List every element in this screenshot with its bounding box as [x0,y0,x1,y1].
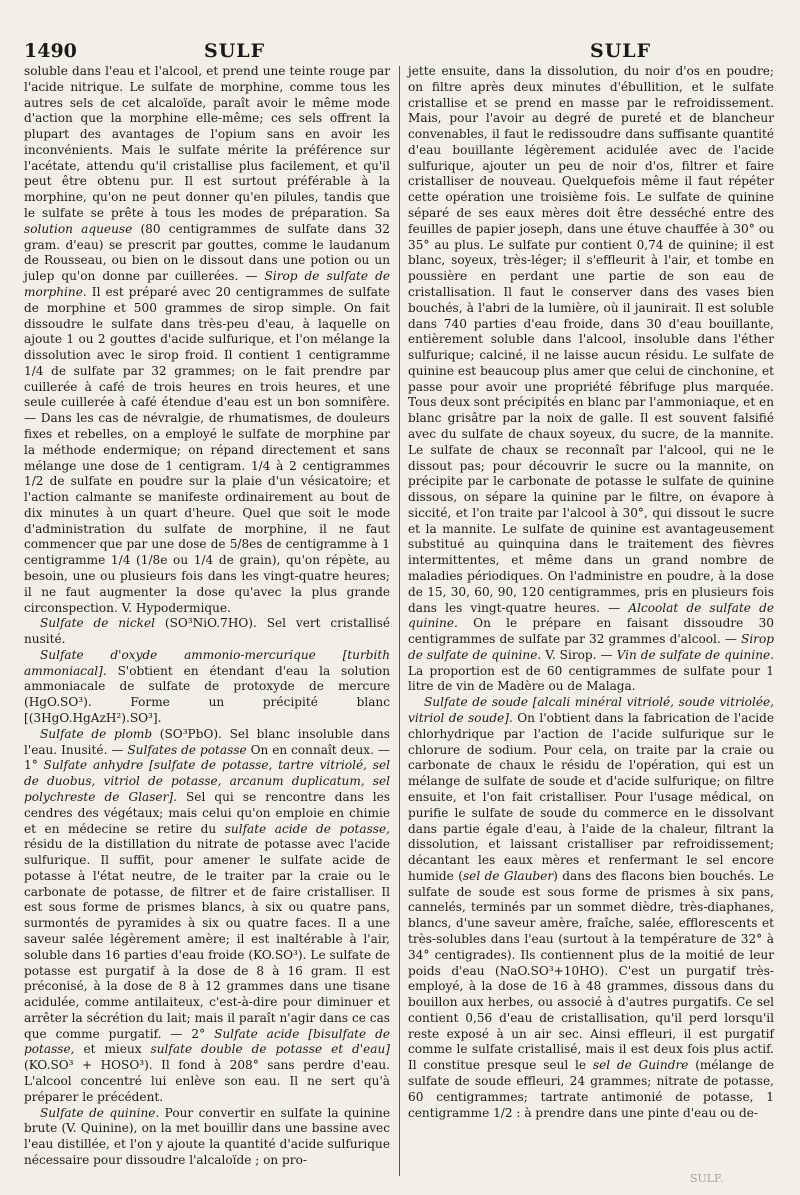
paragraph [408,64,774,695]
page-header [24,40,778,66]
text-run: (SO³PbO). Sel blanc insoluble dans l'eau. Inusité. — [24,726,390,757]
text-run: On en connaît deux. — 1° [24,742,390,773]
paragraph [24,616,390,648]
paragraph [24,1106,390,1169]
text-run: Sel qui se rencontre dans les cendres des végétaux; mais celui qu'on emploie en chimie et en médecine se retire du [24,789,390,836]
italic-term: Sulfate de soude [alcali minéral vitriolé, soude vitriolée, vitriol de soude]. [408,695,774,726]
text-run: et mieux [74,1042,151,1057]
page-number: 1490 [24,40,77,62]
paragraph [24,648,390,727]
italic-term: Sulfates de potasse [127,742,247,757]
italic-term: Sulfate de nickel [40,616,156,631]
italic-term: Vin de sulfate de quinine. [616,647,774,662]
text-run: (mélange de sulfate de soude effleuri, 24 grammes; nitrate de potasse, 60 centigrammes; tartrate antimonié de potasse, 1 centigramme 1/2 : à prendre dans une pinte d'eau ou de- [408,1058,774,1120]
text-run: Pour convertir en sulfate la quinine brute (V. Quinine), on la met bouillir dans une bassine avec l'eau distillée, et l'on y ajoute la quantité d'acide sulfurique nécessaire pour dissoudre l'alcaloïde ; on pro- [24,1105,391,1167]
text-run: Il est préparé avec 20 centigrammes de sulfate de morphine et 500 grammes de sirop simple. On fait dissoudre le sulfate dans très-peu d'eau, à laquelle on ajoute 1 ou 2 gouttes d'acide sulfurique, et l'on mélange la dissolution avec le sirop froid. Il contient 1 centigramme 1/4 de sulfate par 32 grammes; on le fait prendre par cuillerée à café de trois heures en trois heures, et une seule cuillerée à café étendue d'eau est un bon somnifère. — Dans les cas de névralgie, de rhumatismes, de douleurs fixes et rebelles, on a employé le sulfate de morphine par la méthode endermique; on répand directement et sans mélange une dose de 1 centigram. 1/4 à 2 centigrammes 1/2 de sulfate en poudre sur la plaie d'un vésicatoire; et l'action calmante se manifeste ordinairement au bout de dix minutes à un quart d'heure. Quel que soit le mode d'administration du sulfate de morphine, il ne faut commencer que par une dose de 5/8es de centigramme à 1 centigramme 1/4 (1/8e ou 1/4 de grain), qu'on répète, au besoin, une ou plusieurs fois dans les vingt-quatre heures; il ne faut augmenter la dose qu'avec la plus grande circonspection. V. Hypodermique. [24,284,390,615]
italic-term: Sulfate anhydre [sulfate de potasse, tartre vitriolé, sel de duobus, vitriol de potasse, arcanum duplicatum, sel polychreste de Glaser]. [24,758,390,804]
italic-term: sulfate double de potasse et d'eau] [150,1042,391,1057]
text-run: (80 centigrammes de sulfate dans 32 gram. d'eau) se prescrit par gouttes, comme le laudanum de Rousseau, ou bien on le dissout dans une potion ou un julep qu'on donne par cuillerées. — [24,221,391,284]
italic-term: Alcoolat de sulfate de quinine. [408,600,774,631]
italic-term: Sirop de sulfate de quinine. [408,632,774,662]
italic-term: Sulfate de quinine. [40,1105,160,1120]
text-run: V. Sirop. — [541,647,617,662]
running-head-right: SULF [590,40,652,62]
paragraph [24,64,390,616]
text-run: La proportion est de 60 centigrammes de sulfate pour 1 litre de vin de Madère ou de Malaga. [408,663,774,694]
italic-term: Sulfate acide [bisulfate de potasse, [24,1026,390,1057]
paragraph [24,727,390,1106]
text-run: jette ensuite, dans la dissolution, du noir d'os en poudre; on filtre après deux minutes d'ébullition, et le sulfate cristallise et se prend en masse par le refroidissement. Mais, pour l'avoir au degré de pureté et de blancheur convenables, il faut le redissoudre dans suffisante quantité d'eau bouillante légèrement acidulée avec de l'acide sulfurique, ajouter un peu de noir d'os, filtrer et faire cristalliser de nouveau. Quelquefois même il faut répéter cette opération une troisième fois. Le sulfate de quinine séparé de ses eaux mères doit être desséché entre des feuilles de papier joseph, dans une étuve chauffée à 30° ou 35° au plus. Le sulfate pur contient 0,74 de quinine; il est blanc, soyeux, très-léger; il s'effleurit à l'air, et tombe en poussière en perdant une partie de son eau de cristallisation. Il faut le conserver dans des vases bien bouchés, à l'abri de la lumière, où il jaunirait. Il est soluble dans 740 parties d'eau froide, dans 30 d'eau bouillante, entièrement soluble dans l'alcool, insoluble dans l'éther sulfurique; calciné, il ne laisse aucun résidu. Le sulfate de quinine est beaucoup plus amer que celui de cinchonine, et passe pour avoir une propriété fébrifuge plus marquée. Tous deux sont précipités en blanc par l'ammoniaque, et en blanc grisâtre par la noix de galle. Il est souvent falsifié avec du sulfate de chaux soyeux, du sucre, de la mannite. Le sulfate de chaux se reconnaît par l'alcool, qui ne le dissout pas; pour découvrir le sucre ou la mannite, on précipite par le carbonate de potasse le sulfate de quinine dissous, on sépare la quinine par le filtre, on évapore à siccité, et l'on traite par l'alcool à 30°, qui dissout le sucre et la mannite. Le sulfate de quinine est avantageusement substitué au quinquina dans le traitement des fièvres intermittentes, et même dans un grand nombre de maladies périodiques. On l'administre en poudre, à la dose de 15, 30, 60, 90, 120 centigrammes, pris en plusieurs fois dans les vingt-quatre heures. — [408,64,774,615]
left-column [24,64,390,1169]
column-divider [399,66,400,1176]
italic-term: sel de Glauber [462,868,554,883]
text-run: S'obtient en étendant d'eau la solution ammoniacale de sulfate de protoxyde de mercure (HgO.SO³). Forme un précipité blanc [(3HgO.HgAzH²).SO³]. [24,663,390,726]
text-run: On l'obtient dans la fabrication de l'acide chlorhydrique par l'action de l'acide sulfurique sur le chlorure de sodium. Pour cela, on traite par la craie ou carbonate de chaux le résidu de l'opération, qui est un mélange de sulfate de soude et d'acide sulfurique; on filtre ensuite, et l'on fait cristalliser. Pour l'usage médical, on purifie le sulfate de soude du commerce en le dissolvant dans partie égale d'eau, à l'aide de la chaleur, filtrant la dissolution, et laissant cristalliser par refroidissement; décantant les eaux mères et renfermant le sel encore humide ( [408,711,774,883]
italic-term: Sulfate d'oxyde ammonio-mercurique [turbith ammoniacal]. [24,647,390,678]
italic-term: sulfate acide de potasse, [224,821,390,836]
text-run: On le prépare en faisant dissoudre 30 centigrammes de sulfate par 32 grammes d'alcool. — [408,616,774,647]
text-run: (SO³NiO.7HO). Sel vert cristallisé nusité. [24,616,391,647]
running-head-left: SULF [204,40,266,62]
italic-term: solution aqueuse [24,221,133,236]
italic-term: Sirop de sulfate de morphine. [24,269,390,299]
paragraph [408,695,774,1121]
footer-mark: SULF. [690,1172,724,1185]
italic-term: sel de Guindre [592,1058,689,1073]
right-column [408,64,774,1121]
text-run: soluble dans l'eau et l'alcool, et prend une teinte rouge par l'acide nitrique. Le sulfate de morphine, comme tous les autres sels de cet alcaloïde, paraît avoir le même mode d'action que la morphine elle-même; ces sels offrent la plupart des avantages de l'opium sans en avoir les inconvénients. Mais le sulfate mérite la préférence sur l'acétate, attendu qu'il cristallise plus facilement, et qu'il peut être obtenu pur. Il est surtout préférable à la morphine, qu'on ne peut donner qu'en pilules, tandis que le sulfate se prête à tous les modes de préparation. Sa [24,64,390,221]
text-run: (KO.SO³ + HOSO³). Il fond à 208° sans perdre d'eau. L'alcool concentré lui enlève son eau. Il ne sert qu'à préparer le précédent. [24,1058,390,1104]
text-run: ) dans des flacons bien bouchés. Le sulfate de soude est sous forme de prismes à six pans, cannelés, terminés par un sommet dièdre, très-diaphanes, blancs, d'une saveur amère, fraîche, salée, efflorescents et très-solubles dans l'eau (surtout à la température de 32° à 34° centigrades). Ils contiennent plus de la moitié de leur poids d'eau (NaO.SO³+10HO). C'est un purgatif très-employé, à la dose de 16 à 48 grammes, dissous dans du bouillon aux herbes, ou associé à d'autres purgatifs. Ce sel contient 0,56 d'eau de cristallisation, qu'il perd lorsqu'il reste exposé à un air sec. Ainsi effleuri, il est purgatif comme le sulfate cristallisé, mais il est deux fois plus actif. Il constitue presque seul le [408,868,775,1073]
italic-term: Sulfate de plomb [40,726,153,741]
text-run: résidu de la distillation du nitrate de potasse avec l'acide sulfurique. Il suffit, pour amener le sulfate acide de potasse à l'état neutre, de le traiter par la craie ou le carbonate de potasse, de filtrer et de faire cristalliser. Il est sous forme de prismes blancs, à six ou quatre pans, surmontés de pyramides à six ou quatre faces. Il a une saveur salée légèrement amère; il est inaltérable à l'air, soluble dans 16 parties d'eau froide (KO.SO³). Le sulfate de potasse est purgatif à la dose de 8 à 16 gram. Il est préconisé, à la dose de 8 à 12 grammes dans une tisane acidulée, comme antilaiteux, c'est-à-dire pour diminuer et arrêter la sécrétion du lait; mais il paraît n'agir dans ce cas que comme purgatif. — 2° [24,837,390,1041]
